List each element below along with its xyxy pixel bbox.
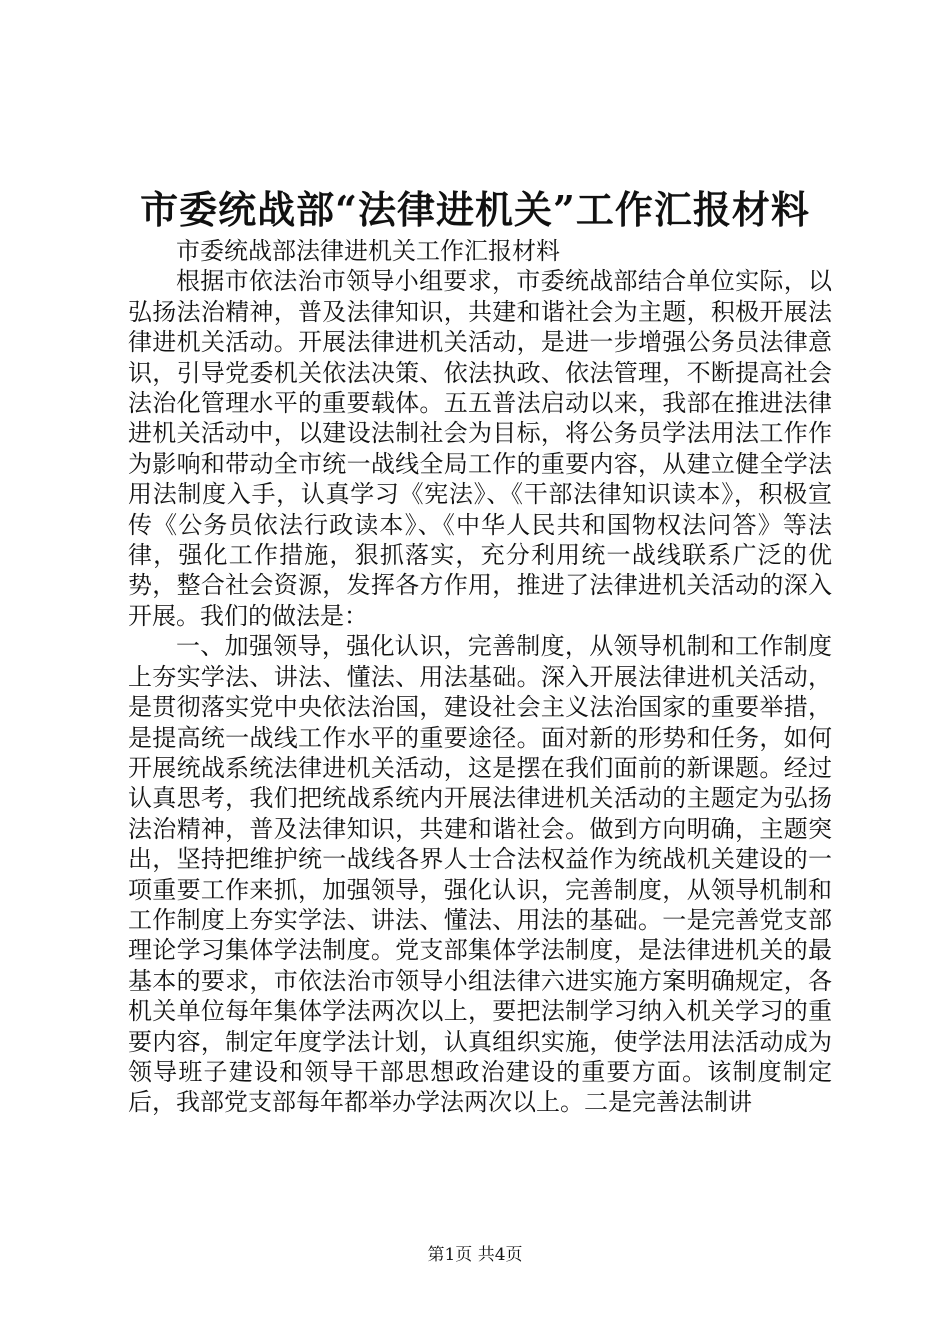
document-body bbox=[128, 236, 832, 1118]
subtitle-paragraph: 市委统战部法律进机关工作汇报材料 bbox=[176, 237, 560, 265]
page-number-footer: 第1页 共4页 bbox=[427, 1245, 523, 1265]
section-one-paragraph: 一、加强领导，强化认识，完善制度，从领导机制和工作制度上夯实学法、讲法、懂法、用法基础。深入开展法律进机关活动，是贯彻落实党中央依法治国，建设社会主义法治国家的重要举措，是提高统一战线工作水平的重要途径。面对新的形势和任务，如何开展统战系统法律进机关活动，这是摆在我们面前的新课题。经过认真思考，我们把统战系统内开展法律进机关活动的主题定为弘扬法治精神，普及法律知识，共建和谐社会。做到方向明确，主题突出，坚持把维护统一战线各界人士合法权益作为统战机关建设的一项重要工作来抓，加强领导，强化认识，完善制度，从领导机制和工作制度上夯实学法、讲法、懂法、用法的基础。一是完善党支部理论学习集体学法制度。党支部集体学法制度，是法律进机关的最基本的要求，市依法治市领导小组法律六进实施方案明确规定，各机关单位每年集体学法两次以上，要把法制学习纳入机关学习的重要内容，制定年度学法计划，认真组织实施，使学法用法活动成为领导班子建设和领导干部思想政治建设的重要方面。该制度制定后，我部党支部每年都举办学法两次以上。二是完善法制讲 bbox=[128, 632, 832, 1117]
document-title: 市委统战部“法律进机关”工作汇报材料 bbox=[140, 187, 810, 232]
intro-paragraph: 根据市依法治市领导小组要求，市委统战部结合单位实际，以弘扬法治精神，普及法律知识，共建和谐社会为主题，积极开展法律进机关活动。开展法律进机关活动，是进一步增强公务员法律意识，引导党委机关依法决策、依法执政、依法管理，不断提高社会法治化管理水平的重要载体。五五普法启动以来，我部在推进法律进机关活动中，以建设法制社会为目标，将公务员学法用法工作作为影响和带动全市统一战线全局工作的重要内容，从建立健全学法用法制度入手，认真学习《宪法》、《干部法律知识读本》，积极宣传《公务员依法行政读本》、《中华人民共和国物权法问答》等法律，强化工作措施，狠抓落实，充分利用统一战线联系广泛的优势，整合社会资源，发挥各方作用，推进了法律进机关活动的深入开展。我们的做法是： bbox=[128, 267, 832, 630]
